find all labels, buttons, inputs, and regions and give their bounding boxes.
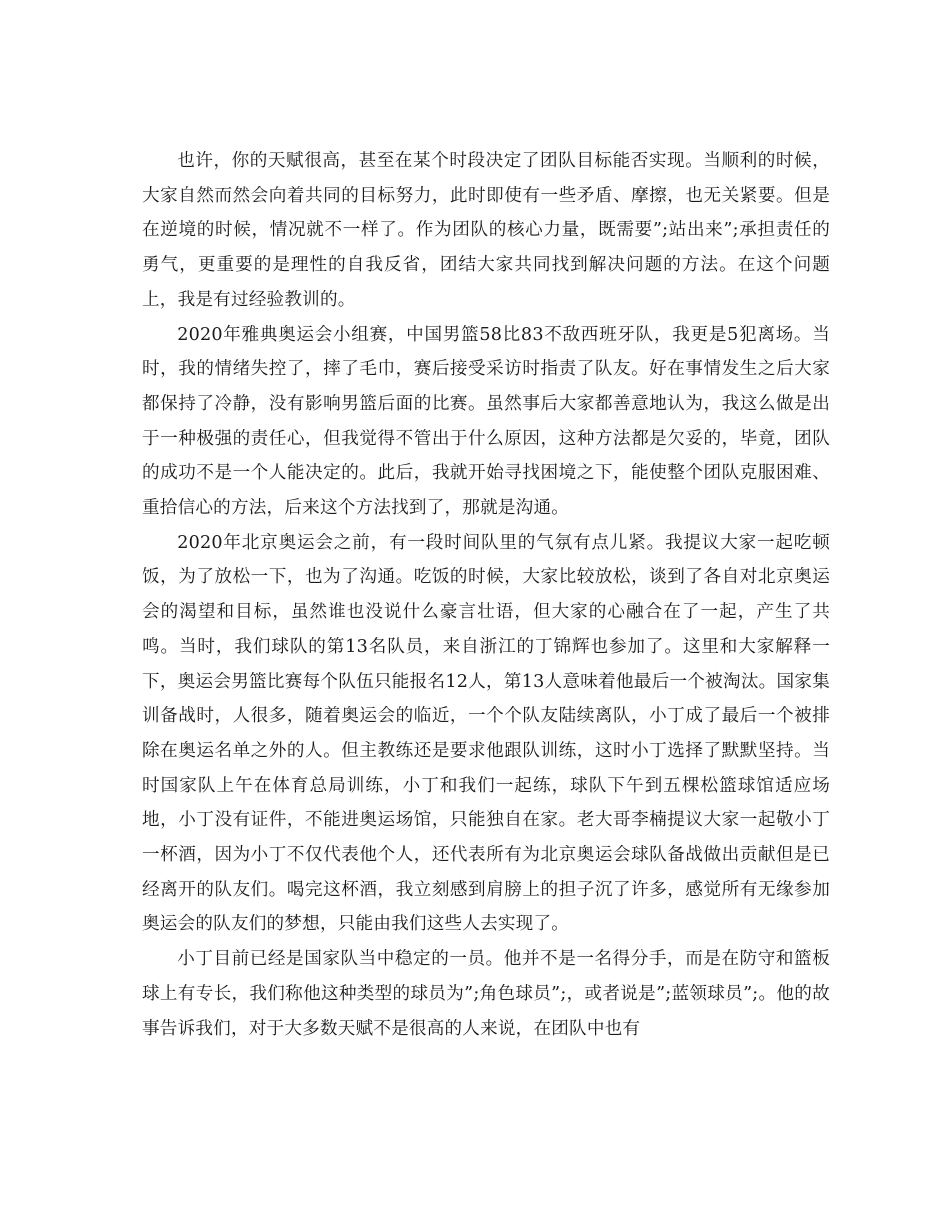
document-body bbox=[142, 144, 830, 1046]
paragraph-xiaoding: 小丁目前已经是国家队当中稳定的一员。他并不是一名得分手，而是在防守和篮板球上有专长，我们称他这种类型的球员为”;角色球员”;，或者说是”;蓝领球员”;。他的故事告诉我们，对于大多数天赋不是很高的人来说，在团队中也有 bbox=[142, 949, 830, 1039]
paragraph-talent: 也许，你的天赋很高，甚至在某个时段决定了团队目标能否实现。当顺利的时候，大家自然而然会向着共同的目标努力，此时即使有一些矛盾、摩擦，也无关紧要。但是在逆境的时候，情况就不一样了。作为团队的核心力量，既需要”;站出来”;承担责任的勇气，更重要的是理性的自我反省，团结大家共同找到解决问题的方法。在这个问题上，我是有过经验教训的。 bbox=[142, 151, 830, 310]
paragraph-athens: 2020年雅典奥运会小组赛，中国男篮58比83不敌西班牙队，我更是5犯离场。当时，我的情绪失控了，摔了毛巾，赛后接受采访时指责了队友。好在事情发生之后大家都保持了冷静，没有影响男篮后面的比赛。虽然事后大家都善意地认为，我这么做是出于一种极强的责任心，但我觉得不管出于什么原因，这种方法都是欠妥的，毕竟，团队的成功不是一个人能决定的。此后，我就开始寻找困境之下，能使整个团队克服困难、重拾信心的方法，后来这个方法找到了，那就是沟通。 bbox=[142, 324, 830, 519]
paragraph-beijing: 2020年北京奥运会之前，有一段时间队里的气氛有点儿紧。我提议大家一起吃顿饭，为了放松一下，也为了沟通。吃饭的时候，大家比较放松，谈到了各自对北京奥运会的渴望和目标，虽然谁也没说什么豪言壮语，但大家的心融合在了一起，产生了共鸣。当时，我们球队的第13名队员，来自浙江的丁锦辉也参加了。这里和大家解释一下，奥运会男篮比赛每个队伍只能报名12人，第13人意味着他最后一个被淘汰。国家集训备战时，人很多，随着奥运会的临近，一个个队友陆续离队，小丁成了最后一个被排除在奥运名单之外的人。但主教练还是要求他跟队训练，这时小丁选择了默默坚持。当时国家队上午在体育总局训练，小丁和我们一起练，球队下午到五棵松篮球馆适应场地，小丁没有证件，不能进奥运场馆，只能独自在家。老大哥李楠提议大家一起敬小丁一杯酒，因为小丁不仅代表他个人，还代表所有为北京奥运会球队备战做出贡献但是已经离开的队友们。喝完这杯酒，我立刻感到肩膀上的担子沉了许多，感觉所有无缘参加奥运会的队友们的梦想，只能由我们这些人去实现了。 bbox=[142, 532, 830, 935]
